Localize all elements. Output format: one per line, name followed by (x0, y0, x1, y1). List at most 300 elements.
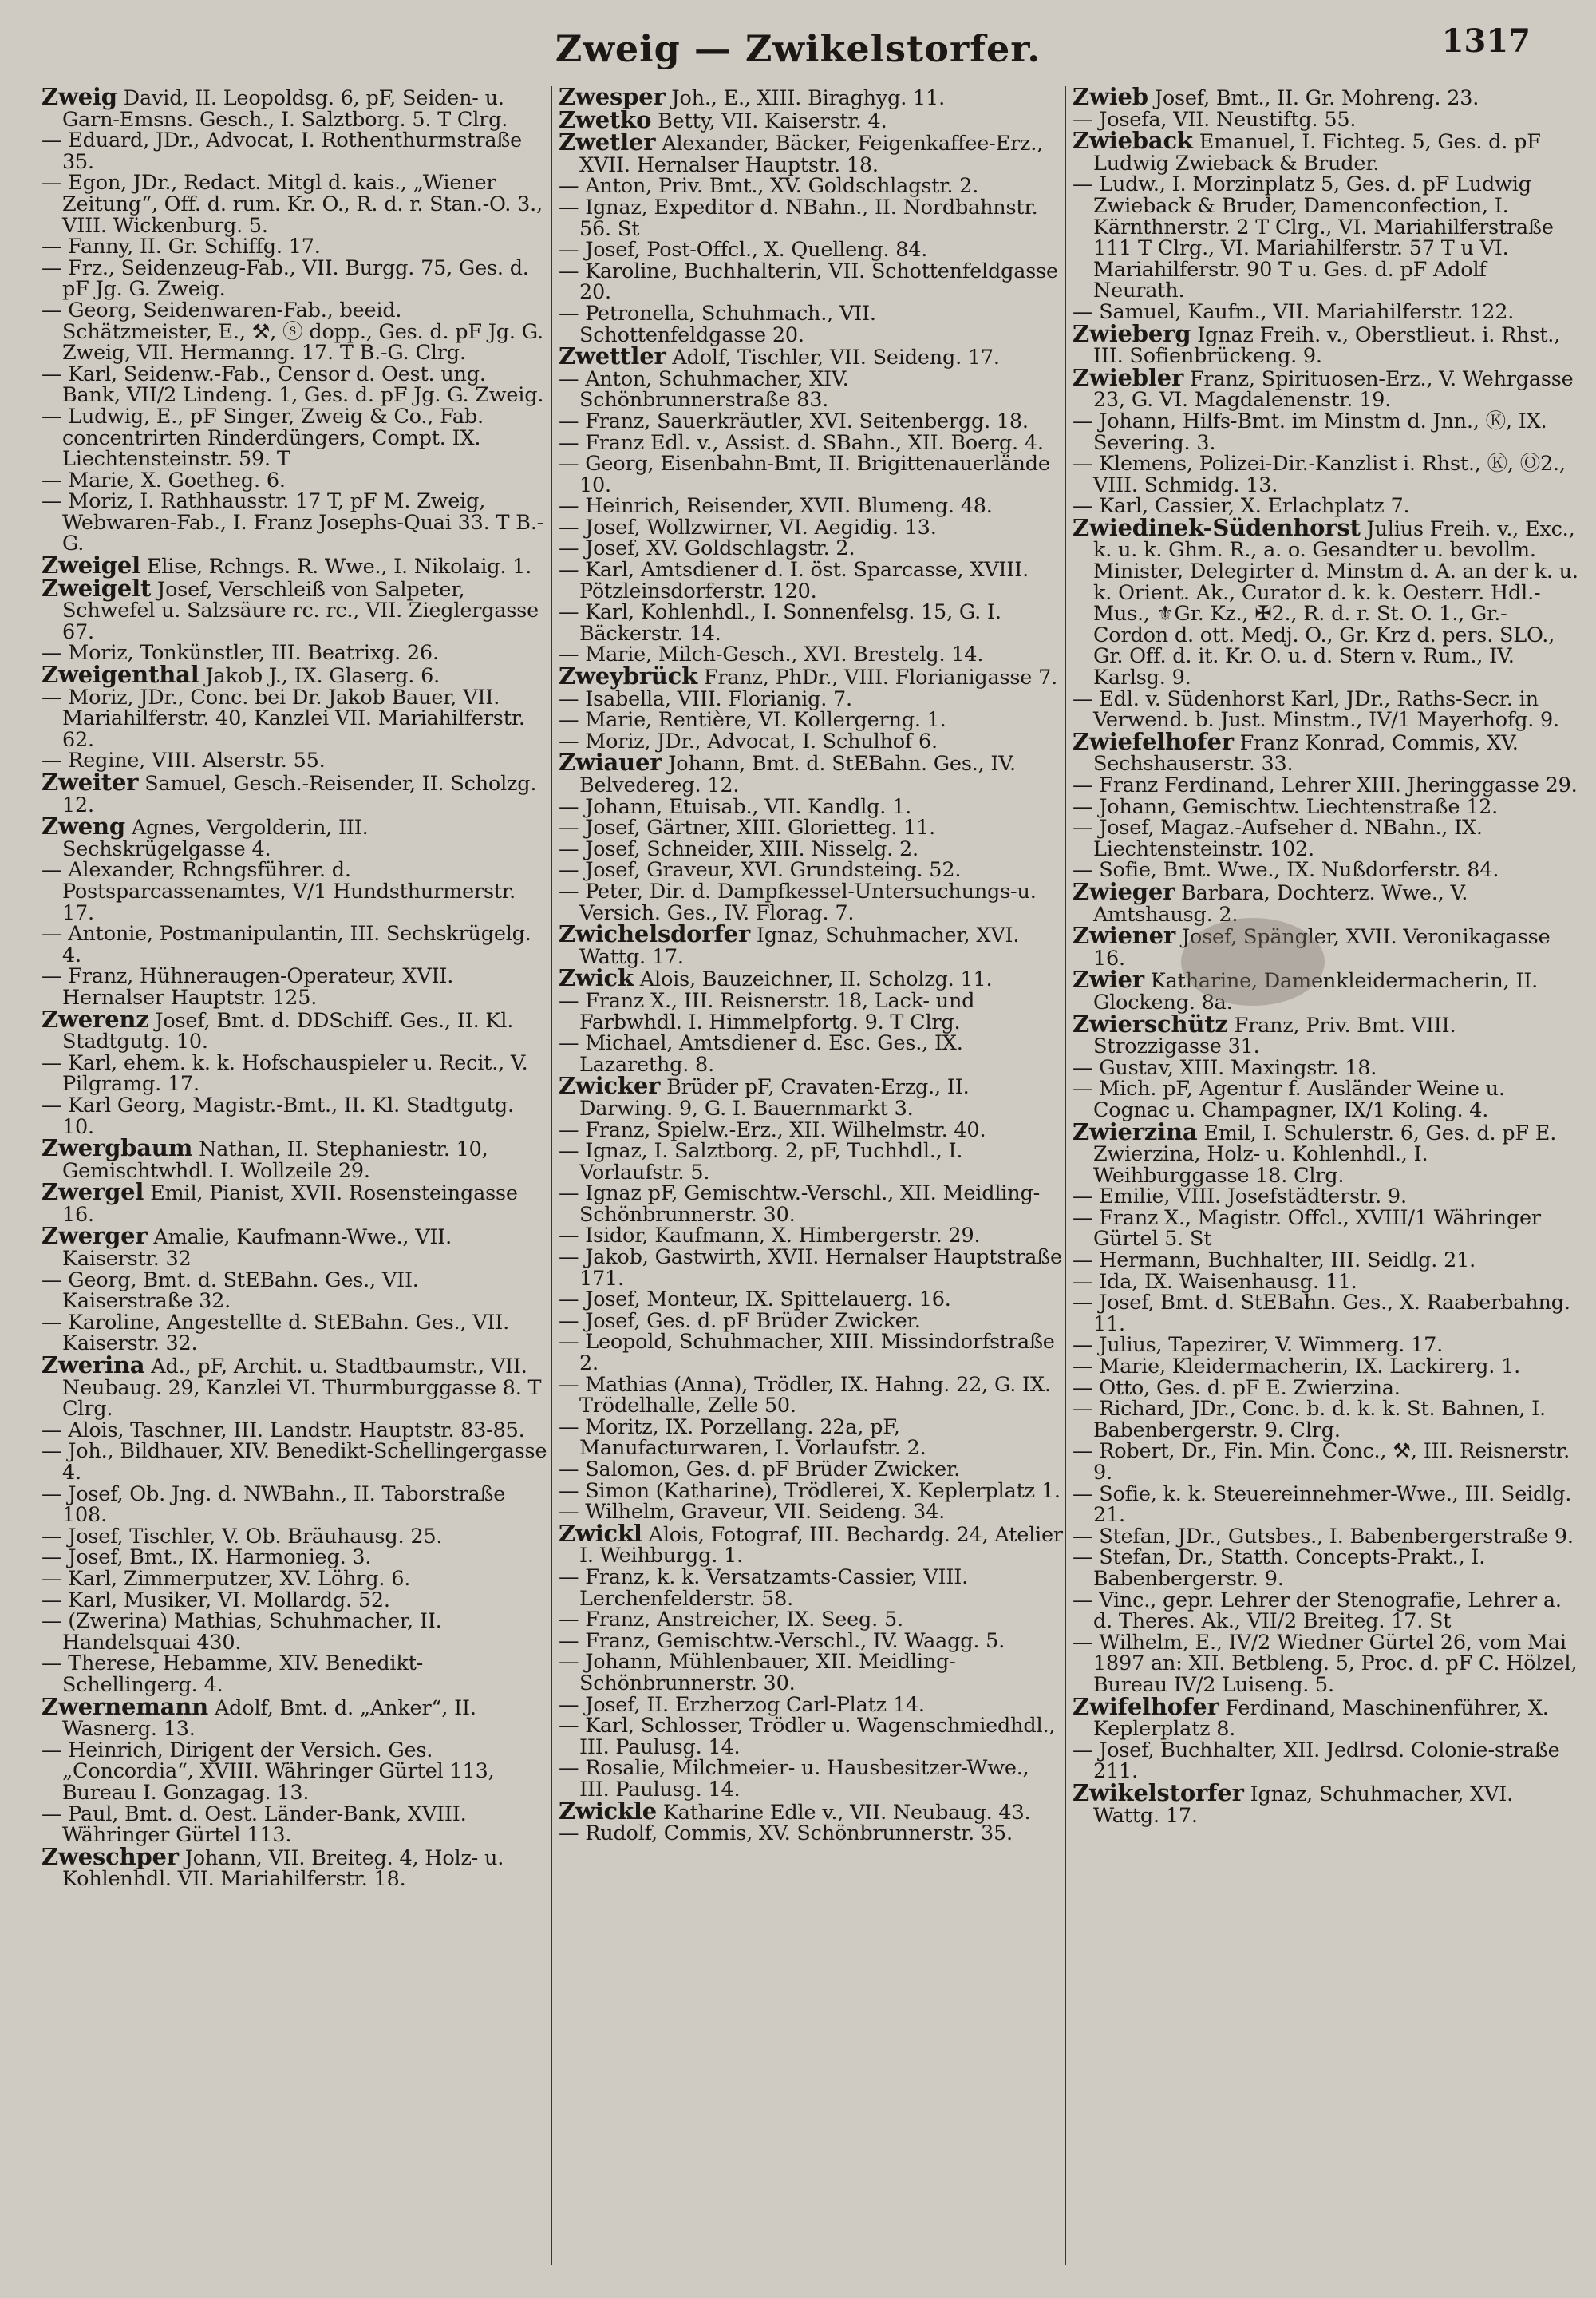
entry-text: Emil, Pianist, XVII. Rosensteingasse 16. (62, 1181, 518, 1227)
entry-text: — Karl, Kohlenhdl., I. Sonnenfelsg. 15, G. I. Bäckerstr. 14. (559, 600, 1001, 646)
directory-entry (559, 1609, 1065, 1631)
directory-entry (559, 129, 1065, 177)
entry-text: — Josef, Graveur, XVI. Grundsteing. 52. (559, 858, 962, 883)
directory-entry (41, 1095, 547, 1137)
directory-entry (41, 406, 547, 470)
entry-text: — Robert, Dr., Fin. Min. Conc., ⚒, III. Reisnerstr. 9. (1073, 1439, 1570, 1485)
entry-text: — Georg, Eisenbahn-Bmt, II. Brigittenauerlände 10. (559, 452, 1050, 497)
entry-text: — Josefa, VII. Neustiftg. 55. (1073, 107, 1357, 132)
directory-entry (1073, 727, 1578, 777)
directory-entry (559, 1519, 1065, 1568)
entry-text: — (Zwerina) Mathias, Schuhmacher, II. Handelsquai 430. (41, 1609, 442, 1655)
directory-entry (41, 1740, 547, 1804)
entry-surname: Zweigel (41, 552, 140, 579)
directory-entry (559, 1414, 1065, 1461)
entry-text: — Moriz, Tonkünstler, III. Beatrixg. 26. (41, 641, 439, 666)
directory-entry (559, 1628, 1065, 1653)
directory-entry (559, 1758, 1065, 1800)
directory-entry (1073, 1117, 1578, 1188)
entry-text: — Simon (Katharine), Trödlerei, X. Keplerplatz 1. (559, 1478, 1061, 1503)
entry-surname: Zwifelhofer (1073, 1692, 1219, 1720)
column-divider (1065, 86, 1066, 2265)
directory-entry (1073, 1078, 1578, 1121)
entry-surname: Zwiebler (1073, 363, 1184, 391)
directory-entry (41, 860, 547, 924)
directory-entry (1073, 1778, 1578, 1828)
paper-stain (1181, 918, 1325, 1006)
directory-entry (1073, 1250, 1578, 1272)
entry-text: Franz, PhDr., VIII. Florianigasse 7. (697, 666, 1058, 690)
directory-entry (559, 602, 1065, 644)
directory-entry (41, 1222, 547, 1272)
entry-text: — Heinrich, Reisender, XVII. Blumeng. 48. (559, 494, 993, 519)
entry-text: — Josef, II. Erzherzog Carl-Platz 14. (559, 1692, 925, 1717)
directory-column-2 (559, 86, 1065, 2273)
directory-entry (41, 1351, 547, 1422)
directory-entry (559, 860, 1065, 881)
directory-entry (559, 794, 1065, 819)
entry-text: — Ignaz, I. Salztborg. 2, pF, Tuchhdl., I. Vorlaufstr. 5. (559, 1139, 963, 1185)
directory-entry (1073, 127, 1578, 176)
directory-entry (41, 470, 547, 492)
directory-entry (1073, 1590, 1578, 1632)
entry-surname: Zwick (559, 964, 634, 992)
directory-entry (41, 364, 547, 406)
directory-entry (1073, 922, 1578, 971)
entry-surname: Zwiener (1073, 922, 1176, 950)
directory-entry (41, 661, 547, 689)
directory-entry (1073, 686, 1578, 733)
directory-entry (559, 1331, 1065, 1374)
directory-entry (559, 342, 1065, 370)
directory-entry (1073, 1356, 1578, 1378)
entry-text: — Gustav, XIII. Maxingstr. 18. (1073, 1055, 1377, 1080)
directory-entry (559, 538, 1065, 560)
directory-entry (559, 303, 1065, 346)
entry-text: — Stefan, Dr., Statth. Concepts-Prakt., I. Babenbergerstr. 9. (1073, 1545, 1486, 1591)
entry-text: — Johann, Etuisab., VII. Kandlg. 1. (559, 794, 912, 819)
entry-text: — Ludw., I. Morzinplatz 5, Ges. d. pF Ludwig Zwieback & Bruder, Damenconfection, I. Kärnthnerstr. 2 T Clrg., VI. Mariahilferstraße 111 T Clrg., VI. Mariahilferstr. 57 T u VI. Mariahilferstr. 90 T u. Ges. d. pF Adolf Neurath. (1073, 172, 1554, 303)
entry-text: — Stefan, JDr., Gutsbes., I. Babenbergerstraße 9. (1073, 1524, 1574, 1548)
directory-entry (1073, 1335, 1578, 1356)
directory-entry (559, 749, 1065, 797)
entry-text: Adolf, Bmt. d. „Anker“, II. Wasnerg. 13. (62, 1695, 476, 1742)
entry-text: — Jakob, Gastwirth, XVII. Hernalser Hauptstraße 171. (559, 1245, 1062, 1291)
entry-surname: Zwernemann (41, 1692, 209, 1720)
entry-text: — Josef, Gärtner, XIII. Glorietteg. 11. (559, 816, 935, 840)
directory-entry (559, 663, 1065, 690)
entry-text: — Franz X., Magistr. Offcl., XVIII/1 Währinger Gürtel 5. St (1073, 1205, 1541, 1252)
directory-entry (559, 1183, 1065, 1225)
entry-text: Nathan, II. Stephaniestr. 10, Gemischtwhdl. I. Wollzeile 29. (62, 1137, 488, 1183)
entry-text: — Moritz, IX. Porzellang. 22a, pF, Manufacturwaren, I. Vorlaufstr. 2. (559, 1414, 926, 1461)
directory-column-3 (1073, 86, 1578, 2273)
entry-text: — Rudolf, Commis, XV. Schönbrunnerstr. 35. (559, 1821, 1013, 1846)
entry-surname: Zwetko (559, 105, 652, 133)
directory-entry (1073, 1010, 1578, 1059)
directory-entry (1073, 1375, 1578, 1400)
entry-surname: Zwikelstorfer (1073, 1778, 1244, 1806)
directory-entry (1073, 174, 1578, 302)
entry-surname: Zwerenz (41, 1005, 149, 1033)
directory-entry (1073, 794, 1578, 819)
entry-text: — Franz Ferdinand, Lehrer XIII. Jheringgasse 29. (1073, 773, 1578, 797)
entry-text: — Alexander, Rchngsführer. d. Postsparcassenamtes, V/1 Hundsthurmerstr. 17. (41, 858, 516, 925)
entry-text: — Moriz, JDr., Conc. bei Dr. Jakob Bauer, VII. Mariahilferstr. 40, Kanzlei VII. Mariahilferstr. 62. (41, 685, 525, 752)
entry-text: Johann, Bmt. d. StEBahn. Ges., IV. Belvedereg. 12. (579, 752, 1016, 797)
entry-text: — Frz., Seidenzeug-Fab., VII. Burgg. 75, Ges. d. pF Jg. G. Zweig. (41, 255, 529, 302)
entry-text: — Josef, Bmt. d. StEBahn. Ges., X. Raaberbahng. 11. (1073, 1291, 1570, 1336)
entry-surname: Zweig (41, 86, 117, 110)
directory-entry (1073, 1740, 1578, 1782)
entry-surname: Zwierschütz (1073, 1010, 1228, 1038)
entry-text: Franz, Spirituosen-Erz., V. Wehrgasse 23, G. VI. Magdalenenstr. 19. (1093, 366, 1574, 413)
entry-text: — Karl, Zimmerputzer, XV. Löhrg. 6. (41, 1566, 411, 1591)
directory-entry (1073, 1547, 1578, 1589)
entry-text: Ignaz, Schuhmacher, XVI. Wattg. 17. (1093, 1782, 1513, 1828)
directory-entry (559, 239, 1065, 261)
entry-text: David, II. Leopoldsg. 6, pF, Seiden- u. Garn-Emsns. Gesch., I. Salztborg. 5. T Clrg. (62, 86, 508, 132)
directory-entry (559, 1692, 1065, 1717)
entry-text: — Hermann, Buchhalter, III. Seidlg. 21. (1073, 1248, 1476, 1273)
entry-text: Johann, VII. Breiteg. 4, Holz- u. Kohlenhdl. VII. Mariahilferstr. 18. (62, 1845, 504, 1892)
entry-text: — Marie, Milch-Gesch., XVI. Brestelg. 14. (559, 643, 984, 667)
directory-entry (1073, 1398, 1578, 1441)
entry-text: — Salomon, Ges. d. pF Brüder Zwicker. (559, 1458, 961, 1481)
directory-entry (1073, 966, 1578, 1015)
entry-text: — Anton, Schuhmacher, XIV. Schönbrunnerstraße 83. (559, 366, 849, 413)
entry-text: — Josef, Monteur, IX. Spittelauerg. 16. (559, 1287, 951, 1312)
directory-entry (41, 1526, 547, 1548)
entry-text: — Vinc., gepr. Lehrer der Stenografie, Lehrer a. d. Theres. Ak., VII/2 Breiteg. 17. St (1073, 1588, 1562, 1634)
directory-entry (559, 366, 1065, 413)
entry-text: — Franz Edl. v., Assist. d. SBahn., XII. Boerg. 4. (559, 430, 1044, 455)
directory-entry (41, 924, 547, 966)
entry-text: — Alois, Taschner, III. Landstr. Hauptstr. 83-85. (41, 1418, 525, 1442)
entry-text: — Georg, Seidenwaren-Fab., beeid. Schätzmeister, E., ⚒, ⓢ dopp., Ges. d. pF Jg. G. Zweig, VII. Hermanng. 17. T B.-G. Clrg. (41, 298, 543, 366)
directory-entry (559, 881, 1065, 924)
directory-entry (559, 1715, 1065, 1758)
entry-text: — Ignaz pF, Gemischtw.-Verschl., XII. Meidling-Schönbrunnerstr. 30. (559, 1181, 1041, 1227)
entry-text: — Josef, Buchhalter, XII. Jedlrsd. Colonie-straße 211. (1073, 1738, 1560, 1784)
entry-text: — Klemens, Polizei-Dir.-Kanzlist i. Rhst., Ⓚ, Ⓞ2., VIII. Schmidg. 13. (1073, 452, 1566, 497)
entry-text: — Paul, Bmt. d. Oest. Länder-Bank, XVIII. Währinger Gürtel 113. (41, 1802, 467, 1848)
directory-entry (1073, 1292, 1578, 1335)
entry-text: — Heinrich, Dirigent der Versich. Ges. „Concordia“, XVIII. Währinger Gürtel 113, Bureau I. Gonzagag. 13. (41, 1738, 495, 1805)
directory-entry (559, 1033, 1065, 1075)
entry-text: Katharine Edle v., VII. Neubaug. 43. (656, 1800, 1031, 1825)
entry-text: — Eduard, JDr., Advocat, I. Rothenthurmstraße 35. (41, 129, 523, 174)
entry-surname: Zweiter (41, 769, 139, 796)
entry-text: — Franz, k. k. Versatzamts-Cassier, VIII. Lerchenfelderstr. 58. (559, 1564, 969, 1611)
entry-surname: Zwierzina (1073, 1117, 1198, 1145)
entry-text: Ad., pF, Archit. u. Stadtbaumstr., VII. Neubaug. 29, Kanzlei VI. Thurmburggasse 8. T Clrg. (62, 1355, 542, 1422)
entry-text: Franz, Priv. Bmt. VIII. Strozzigasse 31. (1093, 1013, 1456, 1059)
entry-text: — Sofie, k. k. Steuereinnehmer-Wwe., III. Seidlg. 21. (1073, 1481, 1572, 1528)
entry-text: Agnes, Vergolderin, III. Sechskrügelgasse 4. (62, 816, 369, 861)
directory-entry (41, 687, 547, 751)
entry-text: — Isabella, VIII. Florianig. 7. (559, 686, 852, 711)
directory-entry (41, 1547, 547, 1568)
entry-surname: Zwieberg (1073, 319, 1191, 347)
entry-surname: Zwiedinek-Südenhorst (1073, 513, 1361, 541)
entry-text: — Georg, Bmt. d. StEBahn. Ges., VII. Kaiserstraße 32. (41, 1268, 419, 1314)
entry-surname: Zwesper (559, 86, 666, 110)
entry-text: — Rosalie, Milchmeier- u. Hausbesitzer-Wwe., III. Paulusg. 14. (559, 1756, 1029, 1802)
entry-surname: Zwichelsdorfer (559, 920, 750, 948)
directory-entry (1073, 1632, 1578, 1696)
page-title: Zweig — Zwikelstorfer. (555, 27, 1041, 70)
entry-text: — Josef, Schneider, XIII. Nisselg. 2. (559, 837, 918, 861)
entry-text: — Johann, Hilfs-Bmt. im Minstm d. Jnn., Ⓚ, IX. Severing. 3. (1073, 409, 1547, 455)
directory-entry (1073, 1481, 1578, 1528)
directory-entry (41, 1270, 547, 1312)
entry-surname: Zweybrück (559, 663, 698, 690)
directory-column-1 (41, 86, 547, 2273)
directory-entry (41, 1312, 547, 1355)
entry-text: — Franz, Hühneraugen-Operateur, XVII. Hernalser Hauptstr. 125. (41, 964, 454, 1010)
entry-text: Josef, Bmt., II. Gr. Mohreng. 23. (1148, 86, 1479, 110)
directory-entry (559, 1651, 1065, 1694)
directory-entry (1073, 817, 1578, 860)
page-header (0, 22, 1596, 78)
directory-entry (559, 988, 1065, 1034)
entry-text: — Joh., Bildhauer, XIV. Benedikt-Schellingergasse 4. (41, 1439, 547, 1485)
entry-text: — Sofie, Bmt. Wwe., IX. Nußdorferstr. 84. (1073, 858, 1499, 883)
directory-entry (559, 1289, 1065, 1311)
entry-text: — Josef, Bmt., IX. Harmonieg. 3. (41, 1545, 372, 1570)
entry-text: — Josef, Magaz.-Aufseher d. NBahn., IX. Liechtensteinstr. 102. (1073, 816, 1483, 861)
directory-entry (559, 1225, 1065, 1247)
directory-entry (41, 1842, 547, 1892)
entry-text: Betty, VII. Kaiserstr. 4. (651, 109, 887, 133)
entry-surname: Zwieback (1073, 127, 1193, 155)
entry-surname: Zwickl (559, 1519, 642, 1547)
entry-surname: Zwicker (559, 1072, 661, 1100)
entry-surname: Zwieb (1073, 86, 1148, 110)
entry-text: — Moriz, I. Rathhausstr. 17 T, pF M. Zweig, Webwaren-Fab., I. Franz Josephs-Quai 33. T B.-G. (41, 489, 544, 556)
entry-text: — Edl. v. Südenhorst Karl, JDr., Raths-Secr. in Verwend. b. Just. Minstm., IV/1 Mayerhofg. 9. (1073, 686, 1559, 733)
directory-entry (559, 686, 1065, 711)
directory-entry (41, 236, 547, 258)
entry-text: Julius Freih. v., Exc., k. u. k. Ghm. R., a. o. Gesandter u. bevollm. Minister, Delegirter d. Minstm d. A. an der k. u. k. Orient. Ak., Curator d. k. k. Oesterr. Hdl.-Mus., ⚜Gr. Kz., ✠2., R. d. r. St. O. 1., Gr.-Cordon d. ott. Medj. O., Gr. Krz d. pers. SLO., Gr. Off. d. it. Kr. O. u. d. Stern v. Rum., IV. Karlsg. 9. (1093, 516, 1578, 690)
directory-entry (41, 1050, 547, 1097)
directory-entry (1073, 775, 1578, 797)
entry-surname: Zweigelt (41, 574, 152, 602)
entry-text: — Franz, Sauerkräutler, XVI. Seitenbergg. 18. (559, 409, 1029, 433)
entry-text: — Karl, Amtsdiener d. I. öst. Sparcasse, XVIII. Pötzleinsdorferstr. 120. (559, 558, 1029, 603)
directory-entry (1073, 1269, 1578, 1294)
entry-text: — Richard, JDr., Conc. b. d. k. k. St. Bahnen, I. Babenbergerstr. 9. Clrg. (1073, 1397, 1546, 1442)
directory-entry (559, 1374, 1065, 1417)
entry-surname: Zwieger (1073, 877, 1175, 905)
directory-entry (41, 1178, 547, 1227)
entry-text: — Josef, Wollzwirner, VI. Aegidig. 13. (559, 515, 937, 540)
entry-text: — Peter, Dir. d. Dampfkessel-Untersuchungs-u. Versich. Ges., IV. Florag. 7. (559, 879, 1037, 925)
directory-entry (559, 430, 1065, 455)
entry-text: Ignaz Freih. v., Oberstlieut. i. Rhst., III. Sofienbrückeng. 9. (1093, 322, 1561, 369)
entry-text: Ignaz, Schuhmacher, XVI. Wattg. 17. (579, 924, 1020, 969)
entry-text: — Karl, ehem. k. k. Hofschauspieler u. Recit., V. Pilgramg. 17. (41, 1050, 528, 1097)
directory-entry (559, 1141, 1065, 1183)
entry-text: Katharine, Damenkleidermacherin, II. Glockeng. 8a. (1093, 969, 1539, 1015)
entry-surname: Zweschper (41, 1842, 179, 1870)
entry-text: Barbara, Dochterz. Wwe., V. Amtshausg. 2. (1093, 880, 1468, 927)
entry-text: — Michael, Amtsdiener d. Esc. Ges., IX. Lazarethg. 8. (559, 1031, 963, 1077)
entry-text: — Franz, Gemischtw.-Verschl., IV. Waagg. 5. (559, 1628, 1005, 1653)
directory-entry (1073, 1055, 1578, 1080)
entry-text: — Karoline, Buchhalterin, VII. Schottenfeldgasse 20. (559, 259, 1058, 305)
entry-text: Alois, Fotograf, III. Bechardg. 24, Atelier I. Weihburgg. 1. (579, 1522, 1063, 1568)
entry-text: Jakob J., IX. Glaserg. 6. (199, 664, 440, 689)
entry-text: — Karl, Cassier, X. Erlachplatz 7. (1073, 494, 1410, 519)
directory-entry (41, 1804, 547, 1846)
directory-entry (559, 1797, 1065, 1825)
entry-surname: Zweigenthal (41, 661, 200, 689)
entry-text: Brüder pF, Cravaten-Erzg., II. Darwing. 9, G. I. Bauernmarkt 3. (579, 1075, 970, 1121)
entry-text: — Josef, Tischler, V. Ob. Bräuhausg. 25. (41, 1524, 443, 1548)
directory-entry (559, 517, 1065, 539)
entry-surname: Zwerger (41, 1222, 148, 1250)
entry-text: — Therese, Hebamme, XIV. Benedikt-Schellingerg. 4. (41, 1651, 424, 1697)
entry-text: — Anton, Priv. Bmt., XV. Goldschlagstr. 2. (559, 174, 979, 199)
entry-text: — Josef, Ges. d. pF Brüder Zwicker. (559, 1308, 921, 1333)
directory-entry (559, 496, 1065, 517)
entry-surname: Zwettler (559, 342, 666, 370)
directory-entry (559, 560, 1065, 602)
entry-text: — Fanny, II. Gr. Schiffg. 17. (41, 235, 321, 259)
directory-entry (559, 411, 1065, 433)
entry-text: — Mathias (Anna), Trödler, IX. Hahng. 22, G. IX. Trödelhalle, Zelle 50. (559, 1372, 1051, 1418)
directory-entry (41, 1420, 547, 1442)
entry-text: Ferdinand, Maschinenführer, X. Keplerplatz 8. (1093, 1695, 1549, 1742)
directory-entry (559, 1072, 1065, 1121)
entry-text: — Julius, Tapezirer, V. Wimmerg. 17. (1073, 1333, 1444, 1358)
entry-text: — Karl Georg, Magistr.-Bmt., II. Kl. Stadtgutg. 10. (41, 1093, 514, 1139)
directory-entry (1073, 319, 1578, 369)
directory-entry (1073, 1692, 1578, 1742)
entry-text: — Franz X., III. Reisnerstr. 18, Lack- und Farbwhdl. I. Himmelpfortg. 9. T Clrg. (559, 988, 975, 1034)
page-number: 1317 (1441, 22, 1531, 60)
entry-text: Emil, I. Schulerstr. 6, Ges. d. pF E. Zwierzina, Holz- u. Kohlenhdl., I. Weihburggasse 18. Clrg. (1093, 1121, 1557, 1188)
directory-entry (41, 966, 547, 1008)
directory-entry (559, 964, 1065, 992)
entry-text: Josef, Bmt. d. DDSchiff. Ges., II. Kl. Stadtgutg. 10. (62, 1008, 514, 1054)
directory-entry (1073, 1441, 1578, 1483)
directory-entry (1073, 453, 1578, 496)
directory-entry (559, 1478, 1065, 1503)
entry-surname: Zwiauer (559, 749, 662, 777)
entry-text: — Ida, IX. Waisenhausg. 11. (1073, 1269, 1357, 1294)
entry-text: Emanuel, I. Fichteg. 5, Ges. d. pF Ludwig Zwieback & Bruder. (1093, 130, 1541, 176)
directory-entry (41, 1590, 547, 1612)
directory-entry (41, 1653, 547, 1695)
entry-text: — Karl, Seidenw.-Fab., Censor d. Oest. ung. Bank, VII/2 Lindeng. 1, Ges. d. pF Jg. G. Zweig. (41, 362, 544, 408)
directory-entry (559, 197, 1065, 239)
entry-text: — Wilhelm, E., IV/2 Wiedner Gürtel 26, vom Mai 1897 an: XII. Betbleng. 5, Proc. d. pF C. Hölzel, Bureau IV/2 Luiseng. 5. (1073, 1630, 1578, 1697)
directory-entry (1073, 513, 1578, 690)
directory-entry (41, 300, 547, 364)
directory-entry (1073, 1186, 1578, 1208)
directory-entry (41, 1692, 547, 1742)
entry-text: — Ludwig, E., pF Singer, Zweig & Co., Fab. concentrirten Rinderdüngers, Compt. IX. Liechtensteinstr. 59. T (41, 404, 484, 472)
entry-text: — Isidor, Kaufmann, X. Himbergerstr. 29. (559, 1224, 981, 1248)
entry-text: — Franz, Anstreicher, IX. Seeg. 5. (559, 1608, 903, 1632)
entry-text: — Marie, X. Goetheg. 6. (41, 468, 286, 492)
entry-text: — Karoline, Angestellte d. StEBahn. Ges., VII. Kaiserstr. 32. (41, 1310, 510, 1356)
entry-text: — Marie, Kleidermacherin, IX. Lackirerg. 1. (1073, 1355, 1520, 1379)
directory-entry (41, 769, 547, 817)
directory-entry (559, 1308, 1065, 1333)
entry-text: Franz Konrad, Commis, XV. Sechshauserstr. 33. (1093, 730, 1519, 777)
directory-entry (41, 1005, 547, 1054)
entry-text: — Johann, Gemischtw. Liechtenstraße 12. (1073, 794, 1499, 819)
directory-entry (41, 491, 547, 555)
directory-entry (1073, 363, 1578, 413)
directory-entry (41, 574, 547, 644)
entry-surname: Zwetler (559, 129, 656, 156)
directory-entry (41, 1134, 547, 1183)
directory-entry (41, 255, 547, 302)
entry-surname: Zwier (1073, 966, 1144, 994)
entry-text: — Josef, XV. Goldschlagstr. 2. (559, 536, 855, 561)
directory-entry (559, 817, 1065, 839)
directory-entry (559, 453, 1065, 496)
directory-entry (41, 1568, 547, 1590)
entry-surname: Zweng (41, 813, 125, 840)
directory-entry (559, 710, 1065, 731)
directory-entry (41, 86, 547, 130)
entry-surname: Zwiefelhofer (1073, 727, 1234, 755)
directory-entry (1073, 1205, 1578, 1252)
entry-text: — Samuel, Kaufm., VII. Mariahilferstr. 122. (1073, 299, 1515, 324)
directory-entry (1073, 411, 1578, 453)
directory-entry (1073, 877, 1578, 927)
entry-text: Adolf, Tischler, VII. Seideng. 17. (666, 346, 1000, 370)
entry-text: — Mich. pF, Agentur f. Ausländer Weine u. Cognac u. Champagner, IX/1 Koling. 4. (1073, 1077, 1505, 1122)
directory-entry (559, 839, 1065, 860)
directory-entry (41, 172, 547, 236)
entry-text: — Emilie, VIII. Josefstädterstr. 9. (1073, 1185, 1407, 1209)
entry-text: — Marie, Rentière, VI. Kollergerng. 1. (559, 708, 946, 733)
directory-entry (559, 176, 1065, 197)
entry-surname: Zwergel (41, 1178, 144, 1206)
entry-surname: Zwickle (559, 1797, 657, 1825)
entry-text: Samuel, Gesch.-Reisender, II. Scholzg. 12. (62, 772, 537, 817)
entry-text: — Leopold, Schuhmacher, XIII. Missindorfstraße 2. (559, 1330, 1055, 1376)
directory-entry (559, 1247, 1065, 1289)
entry-text: — Josef, Ob. Jng. d. NWBahn., II. Taborstraße 108. (41, 1481, 506, 1528)
directory-entry (559, 1564, 1065, 1611)
entry-text: — Josef, Post-Offcl., X. Quelleng. 84. (559, 238, 928, 263)
directory-entry (559, 920, 1065, 969)
entry-text: — Ignaz, Expeditor d. NBahn., II. Nordbahnstr. 56. St (559, 195, 1038, 241)
entry-text: — Moriz, JDr., Advocat, I. Schulhof 6. (559, 729, 938, 753)
entry-text: — Karl, Schlosser, Trödler u. Wagenschmiedhdl., III. Paulusg. 14. (559, 1714, 1056, 1759)
entry-surname: Zwergbaum (41, 1134, 193, 1162)
directory-entry (1073, 1526, 1578, 1548)
directory-entry (559, 1117, 1065, 1142)
directory-entry (41, 130, 547, 172)
entry-text: — Regine, VIII. Alserstr. 55. (41, 749, 326, 773)
entry-text: Joh., E., XIII. Biraghyg. 11. (665, 86, 945, 110)
entry-surname: Zwerina (41, 1351, 145, 1379)
entry-text: — Johann, Mühlenbauer, XII. Meidling-Schönbrunnerstr. 30. (559, 1650, 956, 1695)
directory-entry (559, 261, 1065, 303)
entry-text: — Egon, JDr., Redact. Mitgl d. kais., „Wiener Zeitung“, Off. d. rum. Kr. O., R. d. r. Stan.-O. 3., VIII. Wickenburg. 5. (41, 171, 543, 238)
directory-entry (1073, 86, 1578, 109)
directory-entry (41, 1441, 547, 1483)
